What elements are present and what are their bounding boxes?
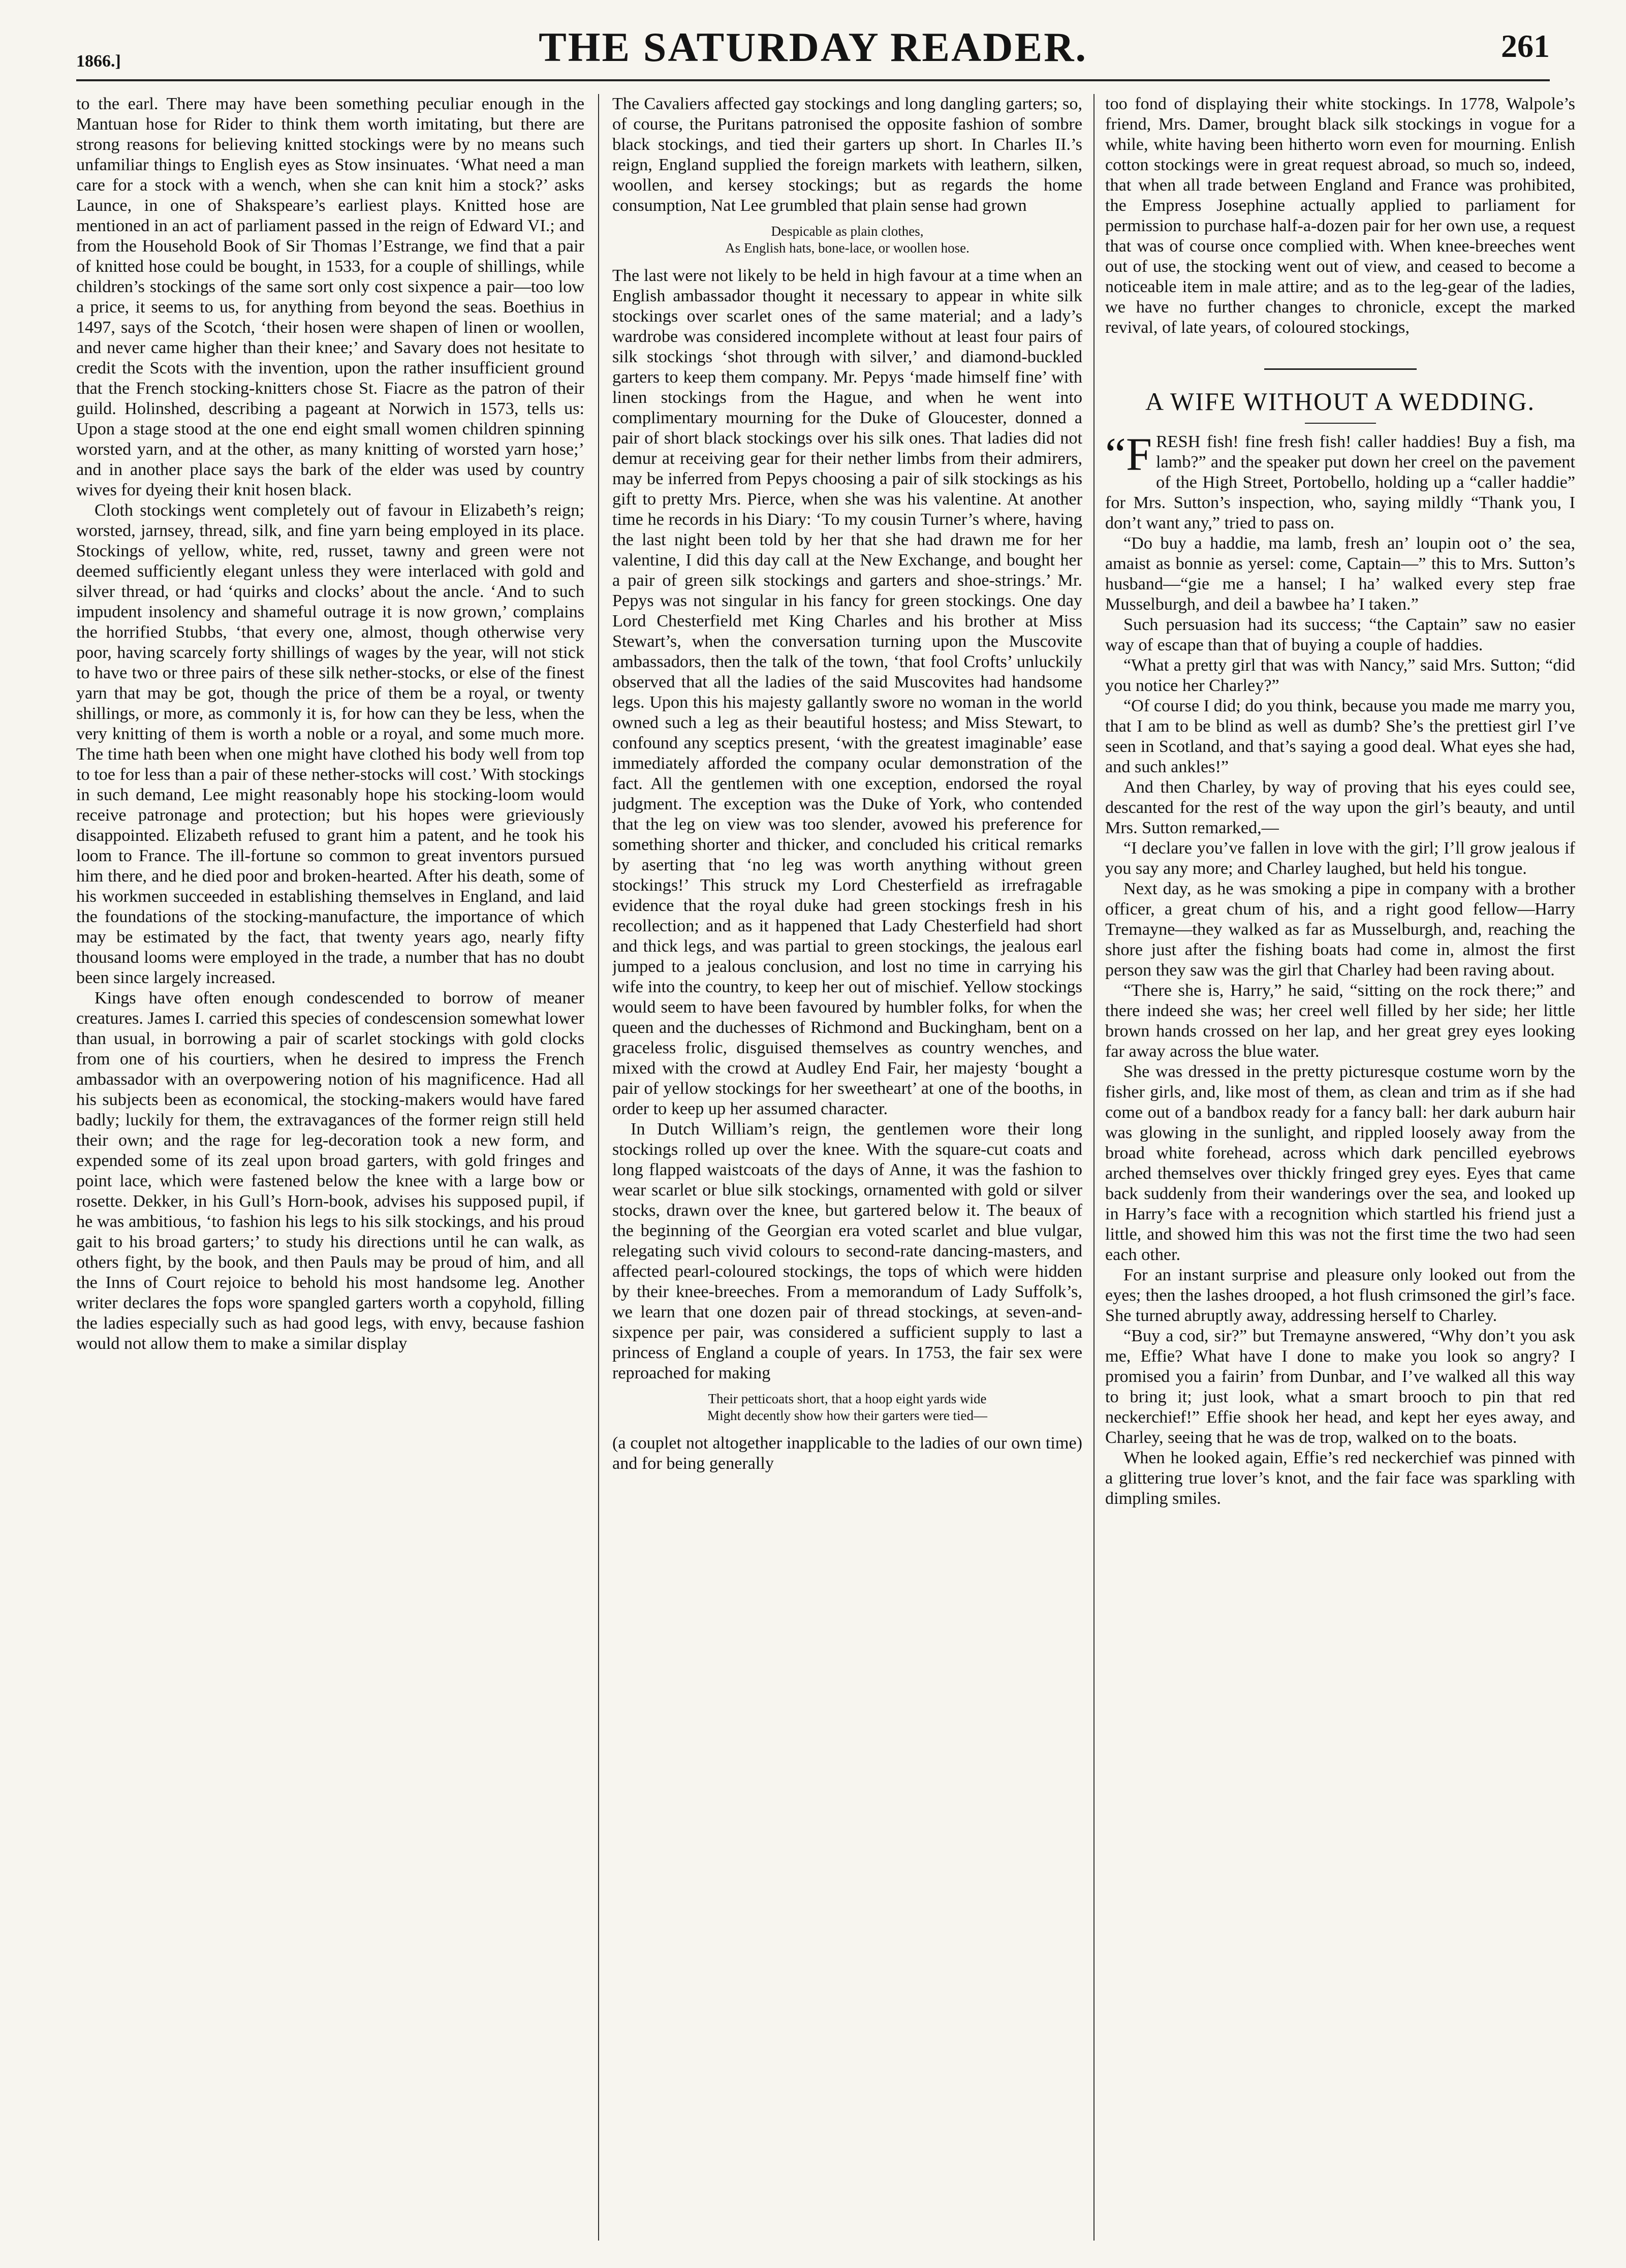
column-1 xyxy=(76,94,584,2243)
article-paragraph: The Cavaliers affected gay stockings and long dangling garters; so, of course, the Puritans patronised the opposite fashion of sombre black stockings, and tied their garters up short. In Charles II.’s reign, England supplied the foreign markets with leathern, silken, woollen, and kersey stockings; but as regards the home consumption, Nat Lee grumbled that plain sense had grown xyxy=(612,94,1082,215)
article-paragraph: (a couplet not altogether inapplicable to the ladies of our own time) and for being generally xyxy=(612,1434,1082,1473)
issue-date: 1866.] xyxy=(76,52,121,71)
story-paragraph: For an instant surprise and pleasure only looked out from the eyes; then the lashes drooped, a hot flush crimsoned the girl’s face. She turned abruptly away, addressing herself to Charley. xyxy=(1105,1266,1575,1325)
verse-line: As English hats, bone-lace, or woollen hose. xyxy=(725,240,970,256)
story-paragraph: “I declare you’ve fallen in love with the girl; I’ll grow jealous if you say any more; and Charley laughed, but held his tongue. xyxy=(1105,839,1575,878)
story-paragraph: “Buy a cod, sir?” but Tremayne answered, “Why don’t you ask me, Effie? What have I done to make you look so angry? I promised you a fairin’ from Dunbar, and I’ve walked all this way to bring it; just look, what a smart brooch to pin that red neckerchief!” Effie shook her head, and kept her eyes away, and Charley, seeing that he was de trop, walked on to the boats. xyxy=(1105,1327,1575,1447)
drop-cap: “F xyxy=(1105,428,1152,480)
verse-line: Might decently show how their garters were tied— xyxy=(707,1408,988,1423)
story-paragraph: “There she is, Harry,” he said, “sitting on the rock there;” and there indeed she was; her creel well filled by her side; her little brown hands crossed on her lap, and her great grey eyes looking far away across the blue water. xyxy=(1105,981,1575,1061)
story-paragraph: “Of course I did; do you think, because you made me marry you, that I am to be blind as well as dumb? She’s the prettiest girl I’ve seen in Scotland, and that’s saying a good deal. What eyes she had, and such ankles!” xyxy=(1105,697,1575,776)
verse-quote xyxy=(612,1391,1082,1424)
story-opening-paragraph xyxy=(1105,428,1575,533)
verse-line: Despicable as plain clothes, xyxy=(771,224,924,239)
article-paragraph: Cloth stockings went completely out of favour in Elizabeth’s reign; worsted, jarnsey, thread, silk, and fine yarn being employed in its place. Stockings of yellow, white, red, russet, tawny and green were not deemed sufficiently elegant unless they were interlaced with gold and silver thread, or had ‘quirks and clocks’ about the ancle. ‘And to such impudent insolency and shameful outrage it is now grown,’ complains the horrified Stubbs, ‘that every one, almost, though otherwise very poor, having scarcely forty shillings of wages by the year, will not stick to have two or three pairs of these silk nether-stocks, or else of the finest yarn that may be got, though the price of them be a royal, or twenty shillings, or more, as commonly it is, for how can they be less, when the very knitting of them is worth a noble or a royal, and some much more. The time hath been when one might have clothed his body well from top to toe for less than a pair of these nether-stocks will cost.’ With stockings in such demand, Lee might reasonably hope his stocking-loom would receive patronage and protection; but his hopes were grieviously disappointed. Elizabeth refused to grant him a patent, and he took his loom to France. The ill-fortune so common to great inventors pursued him there, and he died poor and broken-hearted. After his death, some of his workmen succeeded in establishing themselves in England, and laid the foundations of the stocking-manufacture, the importance of which may be estimated by the fact, that twenty years ago, nearly fifty thousand looms were employed in the trade, a number that has no doubt been since largely increased. xyxy=(76,501,584,987)
story-paragraph: Next day, as he was smoking a pipe in company with a brother officer, a great chum of his, and a right good fellow—Harry Tremayne—they walked as far as Musselburgh, and, reaching the shore just after the fishing boats had come in, almost the first person they saw was the girl that Charley had been raving about. xyxy=(1105,879,1575,980)
column-2 xyxy=(612,94,1082,2243)
story-opening-text: RESH fish! fine fresh fish! caller haddies! Buy a fish, ma lamb?” and the speaker put down her creel on the pavement of the High Street, Portobello, holding up a “caller haddie” for Mrs. Sutton’s inspection, who, saying mildly “Thank you, I don’t want any,” tried to pass on. xyxy=(1105,432,1575,532)
article-paragraph: to the earl. There may have been something peculiar enough in the Mantuan hose for Rider to think them worth imitating, but there are strong reasons for believing knitted stockings were by no means such unfamiliar things to English eyes as Stow insinuates. ‘What need a man care for a stock with a wench, when she can knit him a stock?’ asks Launce, in one of Shakspeare’s earliest plays. Knitted hose are mentioned in an act of parliament passed in the reign of Edward VI.; and from the Household Book of Sir Thomas l’Estrange, we find that a pair of knitted hose could be bought, in 1533, for a couple of shillings, while children’s stockings of the same sort only cost sixpence a pair—too low a price, it seems to us, for anything from beyond the seas. Boethius in 1497, says of the Scotch, ‘their hosen were shapen of linen or woollen, and never came higher than their knee;’ and Savary does not hesitate to credit the Scots with the invention, upon the rather insufficient ground that the French stocking-knitters chose St. Fiacre as the patron of their guild. Holinshed, describing a pageant at Norwich in 1573, tells us: Upon a stage stood at the one end eight small women children spinning worsted yarn, and at the other, as many knitting of worsted yarn hose;’ and in another place says the bark of the elder was used by country wives for dyeing their knit hosen black. xyxy=(76,94,584,499)
section-rule xyxy=(1264,368,1417,370)
article-paragraph: too fond of displaying their white stockings. In 1778, Walpole’s friend, Mrs. Damer, brought black silk stockings in vogue for a while, white having been hitherto worn even for mourning. Enlish cotton stockings were in great request abroad, so much so, indeed, that when all trade between England and France was prohibited, the Empress Josephine actually applied to parliament for permission to purchase half-a-dozen pair for her own use, a request that was of course once complied with. When knee-breeches went out of use, the stocking went out of view, and ceased to become a noticeable item in male attire; and as to the leg-gear of the ladies, we have no further changes to chronicle, except the marked revival, of late years, of coloured stockings, xyxy=(1105,94,1575,337)
masthead-title: THE SATURDAY READER. xyxy=(539,24,1087,70)
article-paragraph: Kings have often enough condescended to borrow of meaner creatures. James I. carried this species of condescension somewhat lower than usual, in borrowing a pair of scarlet stockings with gold clocks from one of his courtiers, when he desired to impress the French ambassador with an overpowering notion of his magnificence. Had all his subjects been as economical, the stocking-makers would have fared badly; luckily for them, the extravagances of the former reign still held their own; and the rage for leg-decoration took a new form, and expended some of its zeal upon broad garters, with gold fringes and point lace, which were fastened below the knee with a large bow or rosette. Dekker, in his Gull’s Horn-book, advises his supposed pupil, if he was ambitious, ‘to fashion his legs to his silk stockings, and his proud gait to his broad garters;’ to study his directions until he can walk, as others fight, by the book, and then Pauls may be proud of him, and all the Inns of Court rejoice to behold his most handsome leg. Another writer declares the fops wore spangled garters worth a copyhold, filling the ladies especially such as had good legs, with envy, because fashion would not allow them to make a similar display xyxy=(76,989,584,1353)
story-paragraph: “What a pretty girl that was with Nancy,” said Mrs. Sutton; “did you notice her Charley?” xyxy=(1105,656,1575,695)
story-paragraph: And then Charley, by way of proving that his eyes could see, descanted for the rest of the way upon the girl’s beauty, and until Mrs. Sutton remarked,— xyxy=(1105,778,1575,837)
title-rule xyxy=(1305,423,1376,424)
story-paragraph: She was dressed in the pretty picturesque costume worn by the fisher girls, and, like most of them, as clean and trim as if she had come out of a bandbox ready for a fancy ball: her dark auburn hair was glowing in the sunlight, and rippled loosely away from the broad white forehead, across which dark pencilled eyebrows arched themselves over thickly fringed grey eyes. Eyes that came back suddenly from their wanderings over the sea, and looked up in Harry’s face with a recognition which startled his friend just a little, and showed him this was not the first time the two had seen each other. xyxy=(1105,1062,1575,1264)
column-3 xyxy=(1105,94,1575,2243)
verse-quote xyxy=(612,223,1082,257)
article-paragraph: The last were not likely to be held in high favour at a time when an English ambassador thought it necessary to appear in white silk stockings over scarlet ones of the same material; and a lady’s wardrobe was considered incomplete without at least four pairs of silk stockings ‘shot through with silver,’ and diamond-buckled garters to keep them company. Mr. Pepys ‘made himself fine’ with linen stockings from the Hague, and when he went into complimentary mourning for the Duke of Gloucester, donned a pair of short black stockings over his silk ones. That ladies did not demur at receiving gear for their nether limbs from their admirers, may be inferred from Pepys choosing a pair of silk stockings as his gift to pretty Mrs. Pierce, when she was his valentine. At another time he records in his Diary: ‘To my cousin Turner’s where, having the last night been told by her that she had drawn me for her valentine, I did this day call at the New Exchange, and bought her a pair of green silk stockings and garters and shoe-strings.’ Mr. Pepys was not singular in his fancy for green stockings. One day Lord Chesterfield met King Charles and his brother at Miss Stewart’s, when the conversation turning upon the Muscovite ambassadors, then the talk of the town, ‘that fool Crofts’ unluckily observed that all the ladies of the said Muscovites had handsome legs. Upon this his majesty gallantly swore no woman in the world owned such a leg as their beautiful hostess; and Miss Stewart, to confound any sceptics present, ‘with the greatest imaginable’ ease immediately afforded the company ocular demonstration of the fact. All the gentlemen with one exception, endorsed the royal judgment. The exception was the Duke of York, who contended that the leg on view was too slender, avowed his preference for something shorter and thicker, and concluded his critical remarks by aserting that ‘no leg was worth anything without green stockings!’ This struck my Lord Chesterfield as irrefragable evidence that the royal duke had green stockings fresh in his recollection; and as it happened that Lady Chesterfield had short and thick legs, and was partial to green stockings, the jealous earl jumped to a jealous conclusion, and lost no time in carrying his wife into the country, to keep her out of mischief. Yellow stockings would seem to have been favoured by humbler folks, for when the queen and the duchesses of Richmond and Buckingham, bent on a graceless frolic, disguised themselves as country wenches, and mixed with the crowd at Audley End Fair, her majesty ‘bought a pair of yellow stockings for her sweetheart’ at one of the booths, in order to keep up her assumed character. xyxy=(612,266,1082,1118)
story-paragraph: “Do buy a haddie, ma lamb, fresh an’ loupin oot o’ the sea, amaist as bonnie as yersel: come, Captain—” this to Mrs. Sutton’s husband—“gie me a hansel; I ha’ walked every step frae Musselburgh, and deil a bawbee ha’ I taken.” xyxy=(1105,534,1575,614)
story-title: A WIFE WITHOUT A WEDDING. xyxy=(1145,387,1536,416)
story-paragraph: When he looked again, Effie’s red neckerchief was pinned with a glittering true lover’s knot, and the fair face was sparkling with dimpling smiles. xyxy=(1105,1448,1575,1508)
column-divider xyxy=(1093,94,1095,2241)
header-rule xyxy=(76,79,1550,81)
verse-line: Their petticoats short, that a hoop eight yards wide xyxy=(708,1391,987,1406)
column-divider xyxy=(598,94,599,2241)
story-paragraph: Such persuasion had its success; “the Captain” saw no easier way of escape than that of buying a couple of haddies. xyxy=(1105,615,1575,654)
page-header xyxy=(76,20,1550,81)
page-number: 261 xyxy=(1501,28,1550,64)
article-paragraph: In Dutch William’s reign, the gentlemen wore their long stockings rolled up over the knee. With the square-cut coats and long flapped waistcoats of the days of Anne, it was the fashion to wear scarlet or blue silk stockings, ornamented with gold or silver stocks, drawn over the knee, but gartered below it. The beaux of the beginning of the Georgian era voted scarlet and blue vulgar, relegating such vivid colours to second-rate dancing-masters, and affected pearl-coloured stockings, the tops of which were hidden by their knee-breeches. From a memorandum of Lady Suffolk’s, we learn that one dozen pair of thread stockings, at seven-and-sixpence per pair, was considered a sufficient supply to last a princess of England a couple of years. In 1753, the fair sex were reproached for making xyxy=(612,1120,1082,1382)
